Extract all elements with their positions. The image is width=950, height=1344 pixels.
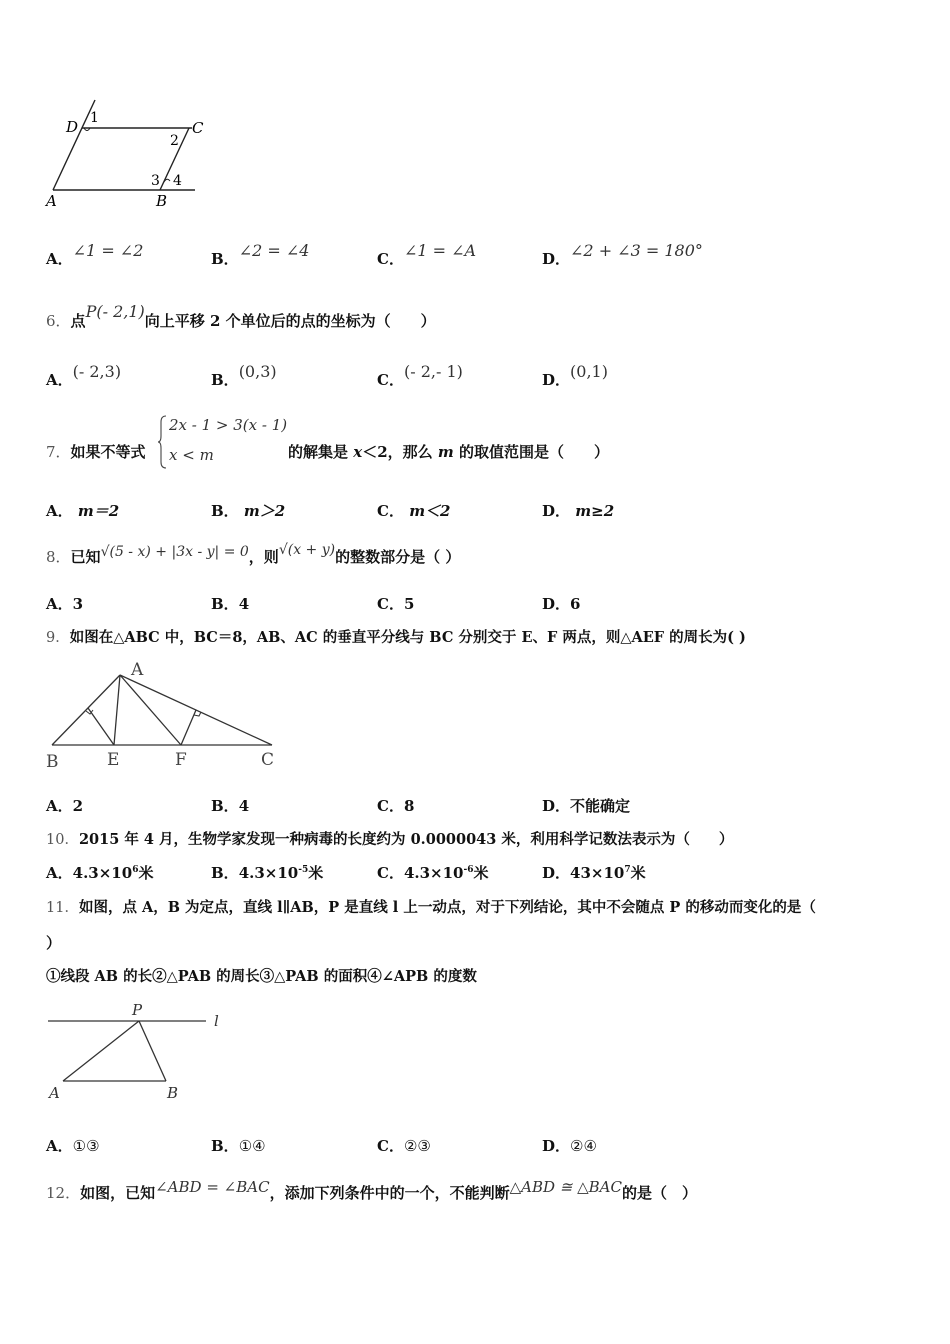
q11-items: ①线段 AB 的长②△PAB 的周长③△PAB 的面积④∠APB 的度数 bbox=[46, 968, 477, 985]
q10-option-c[interactable]: C．$4.3\times 10^{-6}$米 bbox=[377, 864, 489, 882]
q10-question: 10．2015 年 4 月，生物学家发现一种病毒的长度约为 0.0000043 米，利用科学记数法表示为（ ） bbox=[46, 831, 734, 848]
q11-question-line1: 11．如图，点 A，B 为定点，直线 l∥AB，P 是直线 l 上一动点，对于下列结论，其中不会随点 P 的移动而变化的是（ bbox=[46, 899, 816, 916]
q9-option-b[interactable]: B．4 bbox=[211, 797, 250, 815]
q11-label-b: B bbox=[167, 1084, 179, 1102]
q11-label-a: A bbox=[49, 1084, 60, 1102]
q7-inequality-system bbox=[158, 414, 288, 470]
q9-question: 9．如图在△ABC 中，BC＝8，AB、AC 的垂直平分线与 BC 分别交于 E、F 两点，则△AEF 的周长为( ) bbox=[46, 629, 746, 646]
q11-option-d[interactable]: D．②④ bbox=[542, 1137, 597, 1155]
q10-option-d[interactable]: D．$43\times 10^7$米 bbox=[542, 864, 646, 882]
q11-option-a[interactable]: A．①③ bbox=[46, 1137, 100, 1155]
q5-label-2: 2 bbox=[170, 133, 179, 149]
q9-option-a[interactable]: A．2 bbox=[46, 797, 84, 815]
q9-label-b: B bbox=[46, 752, 59, 772]
q7-option-c[interactable]: C． m＜2 bbox=[377, 502, 451, 520]
q9-label-e: E bbox=[107, 750, 120, 770]
q5-label-1: 1 bbox=[90, 110, 99, 126]
q8-option-d[interactable]: D．6 bbox=[542, 595, 581, 613]
q9-label-f: F bbox=[175, 750, 187, 770]
q6-option-d[interactable]: D．(0,1) bbox=[542, 362, 608, 389]
q9-option-c[interactable]: C．8 bbox=[377, 797, 415, 815]
q6-option-a[interactable]: A．(- 2,3) bbox=[46, 362, 122, 389]
q11-option-b[interactable]: B．①④ bbox=[211, 1137, 266, 1155]
q12-question: 12．如图，已知∠ABD = ∠BAC，添加下列条件中的一个，不能判断△ABD ≅ △BAC的是（ ） bbox=[46, 1178, 697, 1202]
q9-triangle-figure bbox=[40, 655, 290, 775]
q11-figure bbox=[40, 998, 240, 1106]
q7-option-b[interactable]: B． m＞2 bbox=[211, 502, 286, 520]
q5-label-b: B bbox=[156, 192, 168, 210]
q8-option-c[interactable]: C．5 bbox=[377, 595, 415, 613]
q7-inequality-line2: x < m bbox=[169, 446, 214, 464]
q5-option-c[interactable]: C．∠1 = ∠A bbox=[377, 241, 477, 268]
q11-question-line2: ） bbox=[46, 934, 62, 952]
q5-label-c: C bbox=[192, 119, 204, 137]
q10-option-b[interactable]: B．$4.3\times 10^{-5}$米 bbox=[211, 864, 324, 882]
q7-option-d[interactable]: D． m≥2 bbox=[542, 502, 615, 520]
q10-option-a[interactable]: A．$4.3\times 10^6$米 bbox=[46, 864, 154, 882]
q6-option-c[interactable]: C．(- 2,- 1) bbox=[377, 362, 463, 389]
q5-label-d: D bbox=[66, 118, 79, 136]
q5-label-a: A bbox=[46, 192, 57, 210]
q6-question: 6．点P(- 2,1)向上平移 2 个单位后的点的坐标为（ ） bbox=[46, 302, 436, 330]
q11-option-c[interactable]: C．②③ bbox=[377, 1137, 431, 1155]
q11-label-p: P bbox=[132, 1001, 143, 1019]
q5-option-b[interactable]: B．∠2 = ∠4 bbox=[211, 241, 310, 268]
q9-option-d[interactable]: D．不能确定 bbox=[542, 797, 631, 815]
q5-label-4: 4 bbox=[173, 173, 182, 189]
q11-label-l: l bbox=[214, 1012, 219, 1030]
q7-inequality-line1: 2x - 1 > 3(x - 1) bbox=[169, 416, 288, 434]
q8-question: 8．已知√(5 - x) + |3x - y| = 0，则√(x + y)的整数部分是（ ） bbox=[46, 542, 461, 566]
q7-question-pre: 7．如果不等式 bbox=[46, 443, 146, 461]
q7-question-post: 的解集是 x＜2，那么 m 的取值范围是（ ） bbox=[288, 443, 609, 461]
q8-option-b[interactable]: B．4 bbox=[211, 595, 250, 613]
q9-label-a: A bbox=[131, 660, 144, 680]
q5-parallelogram-figure bbox=[40, 95, 210, 215]
q5-label-3: 3 bbox=[151, 173, 160, 189]
q9-label-c: C bbox=[261, 750, 275, 770]
q7-option-a[interactable]: A． m＝2 bbox=[46, 502, 120, 520]
q8-option-a[interactable]: A．3 bbox=[46, 595, 84, 613]
q5-option-d[interactable]: D．∠2 + ∠3 = 180° bbox=[542, 241, 703, 268]
q5-option-a[interactable]: A．∠1 = ∠2 bbox=[46, 241, 144, 268]
q6-option-b[interactable]: B．(0,3) bbox=[211, 362, 277, 389]
q7-brace bbox=[158, 414, 168, 470]
